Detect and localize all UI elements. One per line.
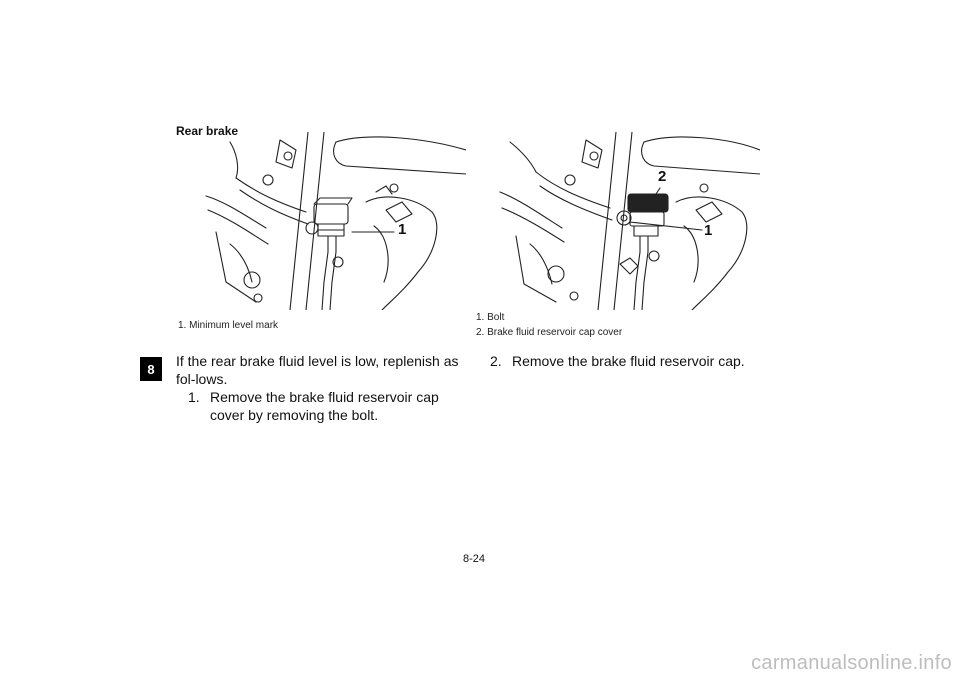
intro-paragraph: If the rear brake fluid level is low, replenish as fol-lows. — [176, 353, 459, 387]
caption-line: 2. Brake fluid reservoir cap cover — [476, 327, 623, 338]
chapter-tab: 8 — [140, 357, 162, 381]
callout-2-label: 2 — [658, 168, 667, 185]
page-number: 8-24 — [463, 553, 486, 565]
caption-left — [178, 318, 278, 333]
caption-line: 1. Minimum level mark — [178, 320, 279, 331]
callout-1-label: 1 — [704, 222, 713, 239]
body-left — [176, 352, 466, 424]
callout-1-label: 1 — [398, 221, 407, 238]
watermark: carmanualsonline.info — [751, 652, 952, 674]
caption-line: 1. Bolt — [476, 312, 505, 323]
step-1 — [188, 388, 466, 424]
step-2-number: 2. — [490, 353, 502, 369]
step-2 — [490, 352, 745, 370]
rear-brake-illustration-left — [196, 132, 466, 310]
section-title: Rear brake — [176, 124, 239, 138]
rear-brake-illustration-right — [490, 132, 760, 310]
step-1-text: Remove the brake fluid reservoir cap cover by removing the bolt. — [210, 389, 439, 423]
caption-right — [476, 310, 622, 340]
step-2-text: Remove the brake fluid reservoir cap. — [512, 353, 745, 369]
step-1-number: 1. — [188, 389, 200, 405]
